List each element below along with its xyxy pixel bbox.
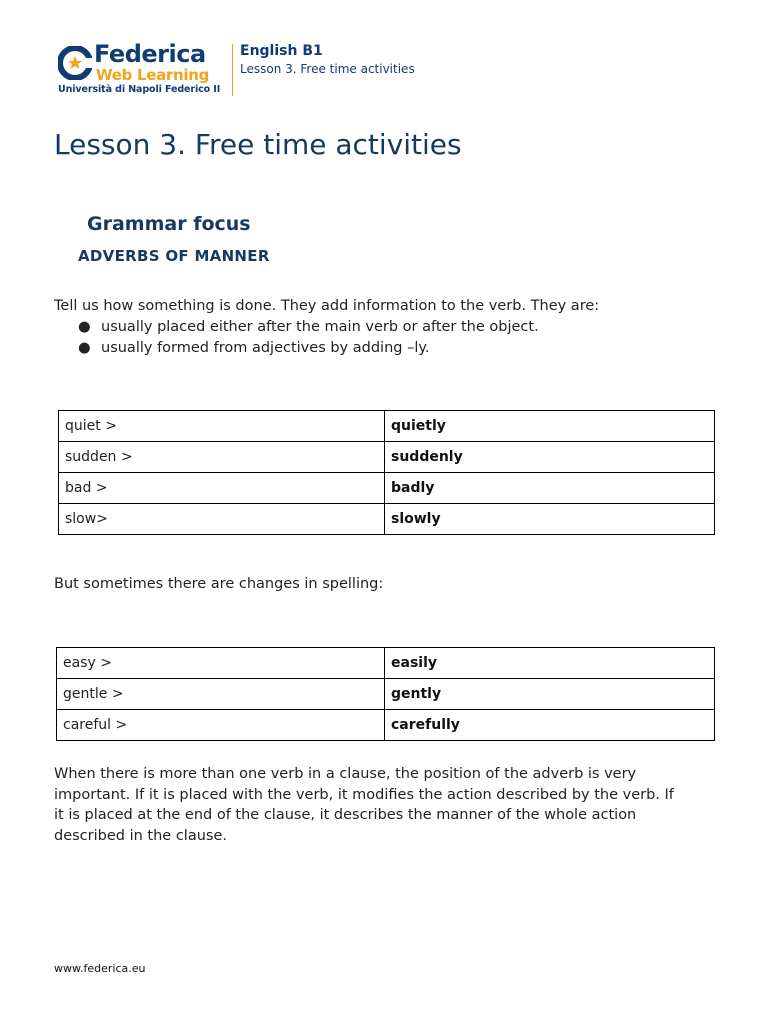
logo-name: Federica — [94, 40, 206, 68]
adjective-cell: bad > — [59, 473, 385, 504]
list-item — [54, 338, 539, 359]
adverb-cell: easily — [385, 648, 715, 679]
adjective-cell: gentle > — [57, 679, 385, 710]
page-title: Lesson 3. Free time activities — [54, 128, 462, 161]
intro-paragraph: Tell us how something is done. They add information to the verb. They are: — [54, 298, 600, 314]
header-divider — [232, 44, 233, 96]
adverb-table-regular — [58, 410, 715, 535]
bullet-text: usually placed either after the main verb or after the object. — [101, 319, 539, 335]
adjective-cell: sudden > — [59, 442, 385, 473]
closing-line: it is placed at the end of the clause, it describes the manner of the whole action — [54, 807, 637, 823]
adverb-cell: slowly — [385, 504, 715, 535]
section-heading: Grammar focus — [87, 213, 251, 235]
table-row — [59, 473, 715, 504]
course-title: English B1 — [240, 43, 323, 59]
sub-heading: ADVERBS OF MANNER — [78, 247, 270, 265]
table-row — [59, 442, 715, 473]
closing-paragraph — [54, 764, 714, 846]
bullet-dot-icon: ● — [78, 339, 91, 356]
adverb-cell: carefully — [385, 710, 715, 741]
adjective-cell: quiet > — [59, 411, 385, 442]
table-row — [59, 411, 715, 442]
bullet-dot-icon: ● — [78, 319, 91, 335]
closing-line: important. If it is placed with the verb, it modifies the action described by the verb. If — [54, 786, 674, 803]
closing-line: When there is more than one verb in a clause, the position of the adverb is very — [54, 766, 637, 782]
federica-logo[interactable] — [56, 42, 234, 98]
adverb-cell: quietly — [385, 411, 715, 442]
bullet-list — [54, 317, 539, 358]
adjective-cell: easy > — [57, 648, 385, 679]
adverb-table-spelling — [56, 647, 715, 741]
logo-subtitle: Web Learning — [96, 66, 210, 84]
table-row — [57, 648, 715, 679]
adverb-cell: suddenly — [385, 442, 715, 473]
adjective-cell: slow> — [59, 504, 385, 535]
adjective-cell: careful > — [57, 710, 385, 741]
adverb-cell: badly — [385, 473, 715, 504]
table-row — [57, 710, 715, 741]
lesson-subtitle: Lesson 3. Free time activities — [240, 62, 415, 76]
footer-link[interactable]: www.federica.eu — [54, 962, 146, 975]
table-row — [59, 504, 715, 535]
logo-university: Università di Napoli Federico II — [58, 84, 221, 95]
list-item — [54, 317, 539, 338]
closing-line: described in the clause. — [54, 827, 227, 844]
spelling-paragraph: But sometimes there are changes in spelling: — [54, 576, 384, 592]
federica-logo-icon — [58, 46, 92, 80]
adverb-cell: gently — [385, 679, 715, 710]
table-row — [57, 679, 715, 710]
bullet-text: usually formed from adjectives by adding –ly. — [101, 339, 430, 356]
header-course-info — [240, 42, 415, 76]
page-header — [56, 40, 415, 98]
